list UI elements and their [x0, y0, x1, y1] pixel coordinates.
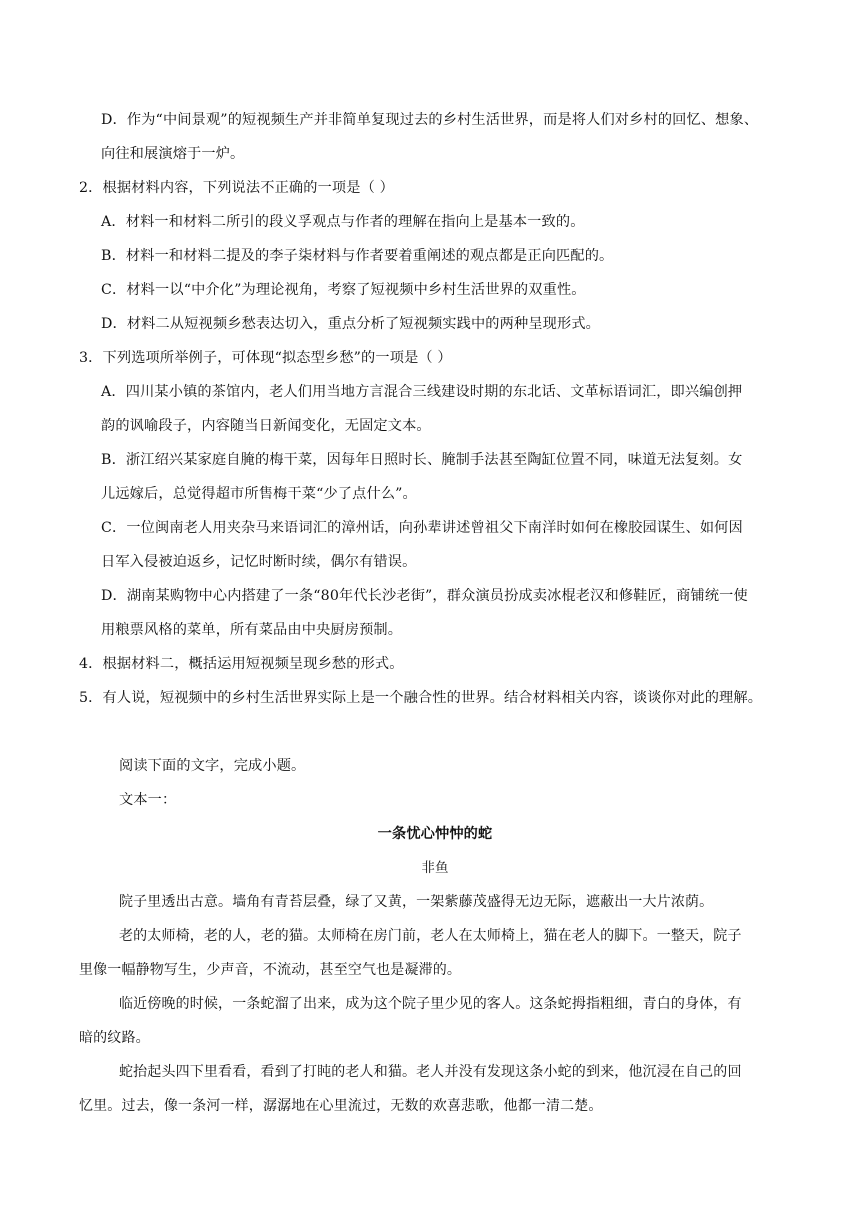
question-5: 5．有人说，短视频中的乡村生活世界实际上是一个融合性的世界。结合材料相关内容，谈谈你对此的理解。: [79, 690, 763, 706]
q2-option-b: B．材料一和材料二提及的李子柒材料与作者要着重阐述的观点都是正向匹配的。: [101, 248, 614, 264]
story-paragraph-4-line2: 忆里。过去，像一条河一样，潺潺地在心里流过，无数的欢喜悲歌，他都一清二楚。: [79, 1098, 603, 1114]
reading-intro: 阅读下面的文字，完成小题。: [119, 758, 306, 774]
q2-option-a: A．材料一和材料二所引的段义孚观点与作者的理解在指向上是基本一致的。: [101, 214, 585, 230]
q3-option-b-line2: 儿远嫁后，总觉得超市所售梅干菜“少了点什么”。: [101, 486, 417, 502]
q3-option-d-line2: 用粮票风格的菜单，所有菜品由中央厨房预制。: [101, 622, 403, 638]
story-author: 非鱼: [421, 860, 449, 876]
story-title: 一条忧心忡忡的蛇: [377, 826, 493, 842]
q3-option-d-line1: D．湖南某购物中心内搭建了一条“80年代长沙老街”，群众演员扮成卖冰棍老汉和修鞋匠，商铺统一使: [101, 588, 748, 604]
story-paragraph-2-line1: 老的太师椅，老的人，老的猫。太师椅在房门前，老人在太师椅上，猫在老人的脚下。一整天，院子: [119, 928, 742, 944]
q3-option-c-line2: 日军入侵被迫返乡，记忆时断时续，偶尔有错误。: [101, 554, 417, 570]
q3-option-a-line2: 韵的讽喻段子，内容随当日新闻变化，无固定文本。: [101, 418, 431, 434]
story-paragraph-2-line2: 里像一幅静物写生，少声音，不流动，甚至空气也是凝滞的。: [79, 962, 462, 978]
q2-option-d: D．材料二从短视频乡愁表达切入，重点分析了短视频实践中的两种呈现形式。: [101, 316, 601, 332]
story-paragraph-1: 院子里透出古意。墙角有青苔层叠，绿了又黄，一架紫藤茂盛得无边无际，遮蔽出一大片浓荫。: [119, 894, 714, 910]
question-2: 2．根据材料内容，下列说法不正确的一项是（ ）: [79, 180, 394, 196]
question-4: 4．根据材料二，概括运用短视频呈现乡愁的形式。: [79, 656, 404, 672]
q3-option-a-line1: A．四川某小镇的茶馆内，老人们用当地方言混合三线建设时期的东北话、文革标语词汇，即兴编创押: [101, 384, 743, 400]
q1-option-d-line2: 向往和展演熔于一炉。: [101, 146, 245, 162]
story-paragraph-4-line1: 蛇抬起头四下里看看，看到了打盹的老人和猫。老人并没有发现这条小蛇的到来，他沉浸在自己的回: [119, 1064, 742, 1080]
q2-option-c: C．材料一以“中介化”为理论视角，考察了短视频中乡村生活世界的双重性。: [101, 282, 586, 298]
text-label: 文本一：: [119, 792, 177, 808]
q3-option-b-line1: B．浙江绍兴某家庭自腌的梅干菜，因每年日照时长、腌制手法甚至陶缸位置不同，味道无法复刻。女: [101, 452, 743, 468]
question-3: 3．下列选项所举例子，可体现“拟态型乡愁”的一项是（ ）: [79, 350, 452, 366]
story-paragraph-3-line1: 临近傍晚的时候，一条蛇溜了出来，成为这个院子里少见的客人。这条蛇拇指粗细，青白的身体，有: [119, 996, 742, 1012]
q1-option-d-line1: D．作为“中间景观”的短视频生产并非简单复现过去的乡村生活世界，而是将人们对乡村的回忆、想象、: [101, 112, 759, 128]
q3-option-c-line1: C．一位闽南老人用夹杂马来语词汇的漳州话，向孙辈讲述曾祖父下南洋时如何在橡胶园谋生、如何因: [101, 520, 743, 536]
story-paragraph-3-line2: 暗的纹路。: [79, 1030, 150, 1046]
